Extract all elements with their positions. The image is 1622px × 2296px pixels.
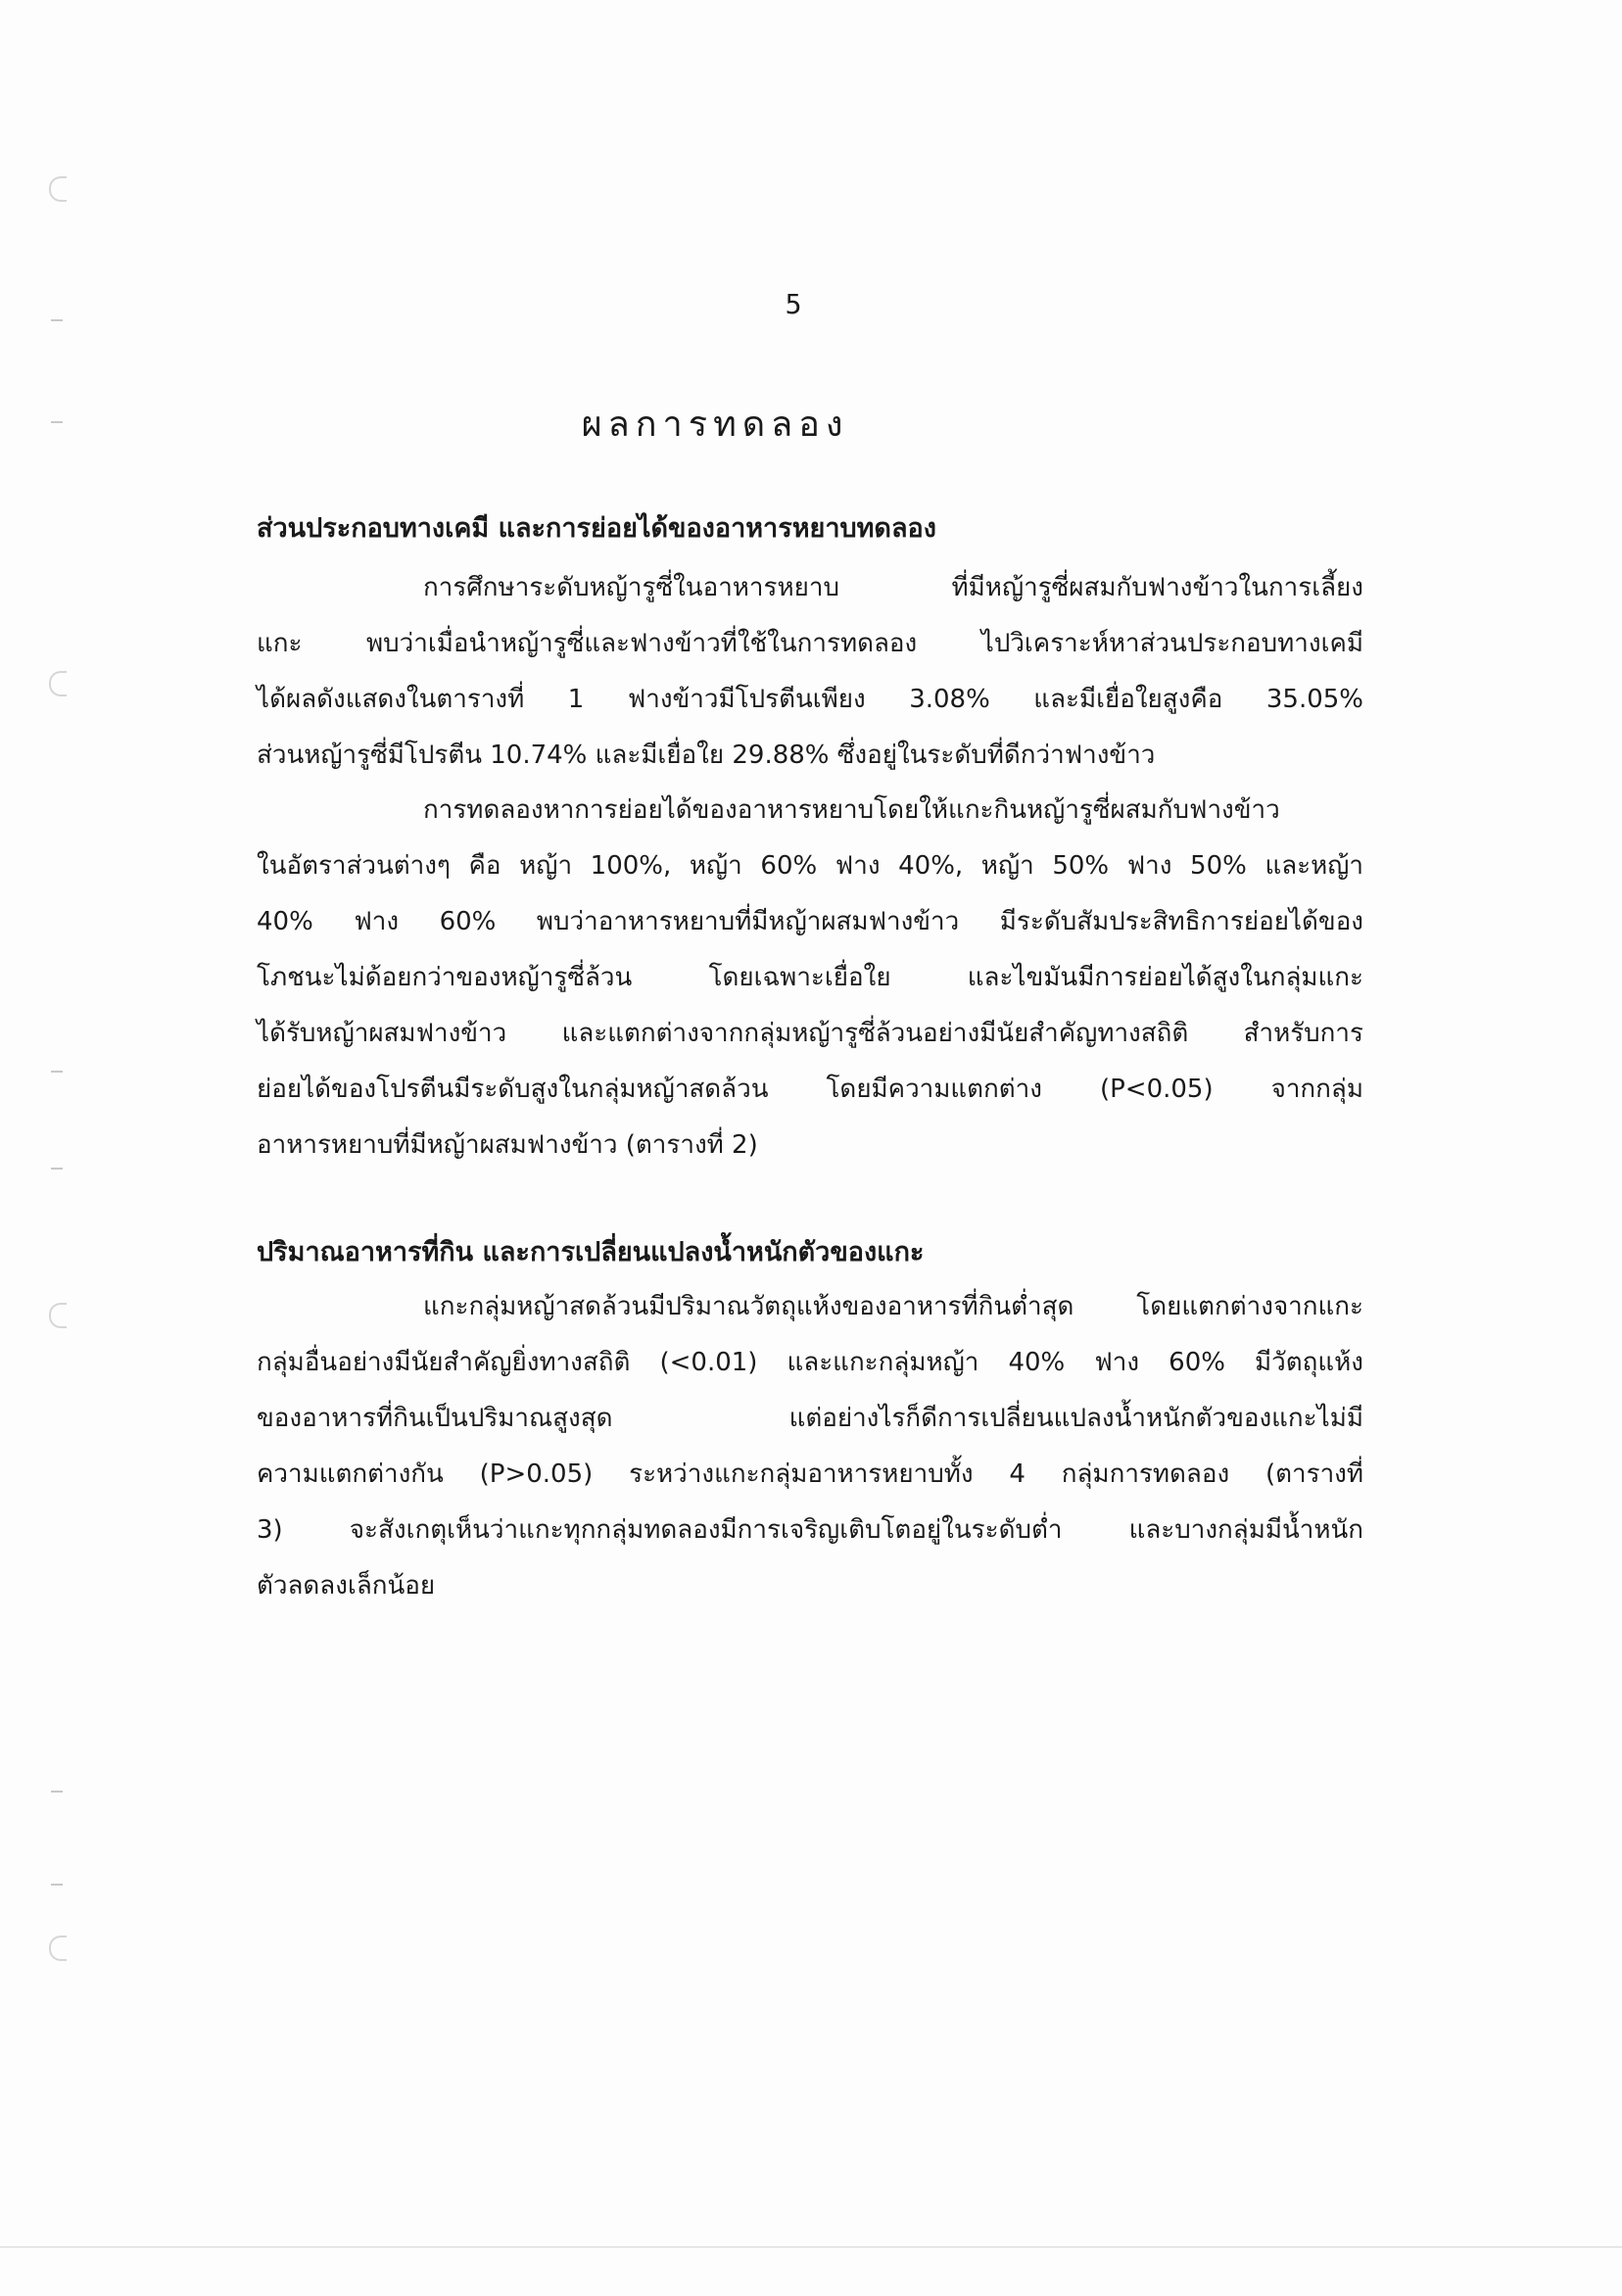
text-line: 40% ฟาง 60% พบว่าอาหารหยาบที่มีหญ้าผสมฟางข้าว มีระดับสัมประสิทธิการย่อยได้ของ xyxy=(257,907,1363,936)
text-line: ส่วนหญ้ารูซี่มีโปรตีน 10.74% และมีเยื่อใย 29.88% ซึ่งอยู่ในระดับที่ดีกว่าฟางข้าว xyxy=(257,741,1156,770)
page-number: 5 xyxy=(785,288,802,320)
text-line: ของอาหารที่กินเป็นปริมาณสูงสุด แต่อย่างไรก็ดีการเปลี่ยนแปลงน้ำหนักตัวของแกะไม่มี xyxy=(257,1404,1363,1433)
margin-tick xyxy=(51,1884,63,1886)
margin-tick xyxy=(51,319,63,321)
binder-hole-mark xyxy=(49,1303,67,1328)
section-heading-feed-intake: ปริมาณอาหารที่กิน และการเปลี่ยนแปลงน้ำหนักตัวของแกะ xyxy=(257,1237,925,1268)
text-line: ย่อยได้ของโปรตีนมีระดับสูงในกลุ่มหญ้าสดล้วน โดยมีความแตกต่าง (P<0.05) จากกลุ่ม xyxy=(257,1075,1363,1104)
text-line: ตัวลดลงเล็กน้อย xyxy=(257,1571,436,1601)
margin-tick xyxy=(51,421,63,423)
scan-edge-line xyxy=(0,2246,1622,2248)
section-heading-chemical-composition: ส่วนประกอบทางเคมี และการย่อยได้ของอาหารหยาบทดลอง xyxy=(257,513,936,544)
binder-hole-mark xyxy=(49,1936,67,1961)
text-line: ได้ผลดังแสดงในตารางที่ 1 ฟางข้าวมีโปรตีนเพียง 3.08% และมีเยื่อใยสูงคือ 35.05% xyxy=(257,685,1363,714)
text-line: 3) จะสังเกตุเห็นว่าแกะทุกกลุ่มทดลองมีการเจริญเติบโตอยู่ในระดับต่ำ และบางกลุ่มมีน้ำหนัก xyxy=(257,1515,1363,1545)
paragraph xyxy=(257,1279,1363,1614)
text-line: แกะ พบว่าเมื่อนำหญ้ารูซี่และฟางข้าวที่ใช้ในการทดลอง ไปวิเคราะห์หาส่วนประกอบทางเคมี xyxy=(257,629,1363,658)
text-line: กลุ่มอื่นอย่างมีนัยสำคัญยิ่งทางสถิติ (<0.01) และแกะกลุ่มหญ้า 40% ฟาง 60% มีวัตถุแห้ง xyxy=(257,1348,1363,1377)
text-line: การทดลองหาการย่อยได้ของอาหารหยาบโดยให้แกะกินหญ้ารูซี่ผสมกับฟางข้าว xyxy=(423,795,1280,825)
paragraph xyxy=(257,783,1363,1173)
text-line: ในอัตราส่วนต่างๆ คือ หญ้า 100%, หญ้า 60% ฟาง 40%, หญ้า 50% ฟาง 50% และหญ้า xyxy=(257,851,1363,881)
margin-tick xyxy=(51,1168,63,1170)
text-line: การศึกษาระดับหญ้ารูซี่ในอาหารหยาบ ที่มีหญ้ารูซี่ผสมกับฟางข้าวในการเลี้ยง xyxy=(423,573,1363,602)
text-line: โภชนะไม่ด้อยกว่าของหญ้ารูซี่ล้วน โดยเฉพาะเยื่อใย และไขมันมีการย่อยได้สูงในกลุ่มแกะ xyxy=(257,963,1363,992)
text-line: อาหารหยาบที่มีหญ้าผสมฟางข้าว (ตารางที่ 2) xyxy=(257,1130,758,1160)
margin-tick xyxy=(51,1791,63,1793)
text-line: แกะกลุ่มหญ้าสดล้วนมีปริมาณวัตถุแห้งของอาหารที่กินต่ำสุด โดยแตกต่างจากแกะ xyxy=(423,1292,1363,1321)
binder-hole-mark xyxy=(49,176,67,202)
page-title: ผลการทดลอง xyxy=(581,405,849,445)
paragraph xyxy=(257,560,1363,784)
binder-hole-mark xyxy=(49,671,67,696)
text-line: ความแตกต่างกัน (P>0.05) ระหว่างแกะกลุ่มอาหารหยาบทั้ง 4 กลุ่มการทดลอง (ตารางที่ xyxy=(257,1459,1363,1489)
text-line: ได้รับหญ้าผสมฟางข้าว และแตกต่างจากกลุ่มหญ้ารูซี่ล้วนอย่างมีนัยสำคัญทางสถิติ สำหรับการ xyxy=(257,1019,1363,1048)
margin-tick xyxy=(51,1071,63,1073)
